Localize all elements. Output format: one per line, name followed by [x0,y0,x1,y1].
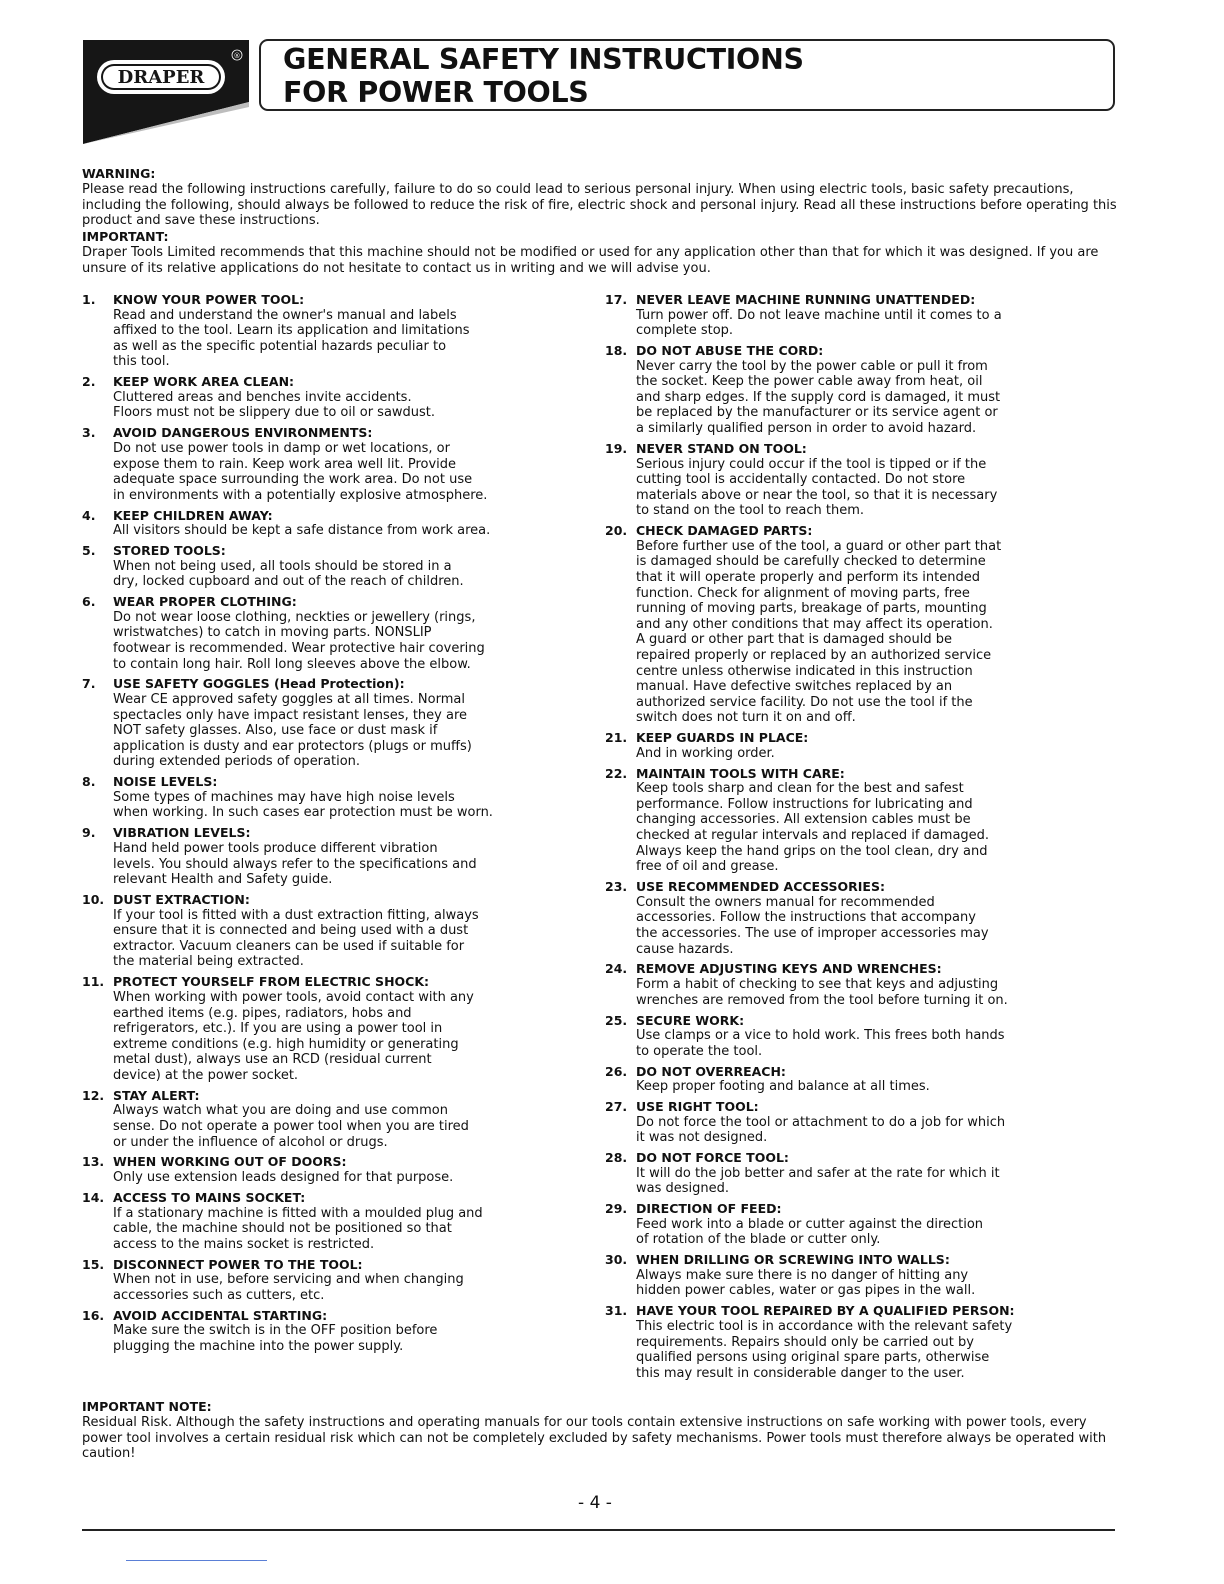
instruction-number: 12. [82,1087,105,1103]
instruction-number: 4. [82,507,96,523]
instruction-item [82,1088,522,1150]
instruction-text: When not being used, all tools should be stored in a dry, locked cupboard and out of the reach of children. [113,558,464,590]
instruction-number: 16. [82,1307,105,1323]
instruction-item [82,374,522,421]
instruction-item [605,766,1055,875]
instruction-text: Keep tools sharp and clean for the best and safest performance. Follow instructions for lubricating and changing accessories. All extension cables must be checked at regular intervals and replaced if damaged. Always keep the hand grips on the tool clean, dry and free of oil and grease. [636,781,990,875]
title-line-2: FOR POWER TOOLS [283,76,589,109]
instruction-number: 21. [605,730,628,746]
instruction-item [605,343,1055,437]
instruction-heading: WEAR PROPER CLOTHING: [113,594,297,610]
instruction-text: If a stationary machine is fitted with a moulded plug and cable, the machine should not be positioned so that access to the mains socket is restricted. [113,1205,483,1252]
instruction-item [605,523,1055,726]
instruction-text: Only use extension leads designed for that purpose. [113,1170,454,1186]
instruction-text: Read and understand the owner's manual and labels affixed to the tool. Learn its application and limitations as well as the specific potential hazards peculiar to this tool. [113,307,470,370]
instruction-heading: SECURE WORK: [636,1012,745,1028]
instruction-text: All visitors should be kept a safe distance from work area. [113,523,491,539]
instruction-item [605,879,1055,957]
warning-text: Please read the following instructions carefully, failure to do so could lead to serious personal injury. When using electric tools, basic safety precautions, including the following, should always be followed to reduce the risk of fire, electric shock and personal injury. Read all these instructions before operating this product and save these instructions. [82,181,1117,229]
instruction-heading: STAY ALERT: [113,1087,200,1103]
instruction-text: Consult the owners manual for recommended accessories. Follow the instructions that accompany the accessories. The use of improper accessories may cause hazards. [636,894,989,957]
instruction-number: 2. [82,374,96,390]
instruction-heading: USE SAFETY GOGGLES (Head Protection): [113,676,405,692]
instruction-text: It will do the job better and safer at the rate for which it was designed. [636,1165,1000,1197]
instruction-number: 15. [82,1256,105,1272]
important-note-text: Residual Risk. Although the safety instructions and operating manuals for our tools contain extensive instructions on safe working with power tools, every power tool involves a certain residual risk which can not be completely excluded by safety mechanisms. Power tools must therefore always be operated with caution! [82,1414,1107,1462]
instruction-text: Form a habit of checking to see that keys and adjusting wrenches are removed from the tool before turning it on. [636,977,1008,1008]
instruction-text: Do not force the tool or attachment to do a job for which it was not designed. [636,1114,1006,1146]
instruction-heading: KEEP WORK AREA CLEAN: [113,374,295,390]
instruction-text: Cluttered areas and benches invite accidents. Floors must not be slippery due to oil or sawdust. [113,389,436,421]
important-note [82,1399,1122,1462]
instruction-heading: NEVER LEAVE MACHINE RUNNING UNATTENDED: [636,292,976,307]
instruction-number: 1. [82,292,96,307]
instruction-item [605,1099,1055,1146]
instruction-heading: REMOVE ADJUSTING KEYS AND WRENCHES: [636,961,942,977]
instruction-item [82,292,522,370]
instruction-item [82,1154,522,1185]
instruction-item [605,1150,1055,1197]
instruction-number: 25. [605,1012,628,1028]
instruction-number: 7. [82,676,96,692]
instruction-item [605,1201,1055,1248]
instruction-heading: DISCONNECT POWER TO THE TOOL: [113,1256,363,1272]
instruction-number: 27. [605,1099,628,1115]
instruction-text: And in working order. [636,745,775,761]
instruction-number: 13. [82,1154,105,1170]
instruction-text: Make sure the switch is in the OFF position before plugging the machine into the power supply. [113,1323,438,1354]
instruction-heading: AVOID DANGEROUS ENVIRONMENTS: [113,425,373,441]
instruction-item [82,1308,522,1355]
instruction-number: 19. [605,440,628,456]
instruction-item [605,1064,1055,1095]
instruction-text: Always watch what you are doing and use common sense. Do not operate a power tool when you are tired or under the influence of alcohol or drugs. [113,1103,469,1150]
instruction-number: 30. [605,1252,628,1268]
instruction-item [605,441,1055,519]
title-line-1: GENERAL SAFETY INSTRUCTIONS [283,43,804,76]
instruction-number: 26. [605,1063,628,1079]
instruction-number: 17. [605,292,628,307]
instruction-heading: DO NOT ABUSE THE CORD: [636,343,824,359]
instruction-item [82,974,522,1083]
instruction-heading: WHEN DRILLING OR SCREWING INTO WALLS: [636,1252,950,1268]
page-title [283,43,804,109]
instruction-text: If your tool is fitted with a dust extraction fitting, always ensure that it is connected and being used with a dust extractor. Vacuum cleaners can be used if suitable for the material being extracted. [113,907,479,970]
footer-rule [82,1529,1115,1531]
instruction-number: 5. [82,543,96,559]
instruction-text: When not in use, before servicing and when changing accessories such as cutters, etc. [113,1272,464,1303]
instruction-heading: CHECK DAMAGED PARTS: [636,523,813,539]
logo-text: DRAPER [117,67,205,88]
instruction-item [605,730,1055,761]
instruction-item [82,825,522,887]
page-number: - 4 - [578,1493,612,1513]
instruction-text: Never carry the tool by the power cable or pull it from the socket. Keep the power cable away from heat, oil and sharp edges. If the supply cord is damaged, it must be replaced by the manufacturer or its service agent or a similarly qualified person in order to avoid hazard. [636,358,1001,437]
instruction-text: Serious injury could occur if the tool is tipped or if the cutting tool is accidentally contacted. Do not store materials above or near the tool, so that it is necessary to stand on the tool to reach them. [636,456,998,519]
instruction-text: Before further use of the tool, a guard or other part that is damaged should be carefully checked to determine that it will operate properly and perform its intended function. Check for alignment of moving parts, free running of moving parts, breakage of parts, mounting and any other conditions that may affect its operation. A guard or other part that is damaged should be repaired properly or replaced by an authorized service centre unless otherwise indicated in this instruction manual. Have defective switches replaced by an authorized service facility. Do not use the tool if the switch does not turn it on and off. [636,538,1002,726]
instruction-item [605,1252,1055,1299]
instruction-heading: HAVE YOUR TOOL REPAIRED BY A QUALIFIED PERSON: [636,1303,1015,1319]
instruction-heading: VIBRATION LEVELS: [113,825,251,841]
instruction-number: 9. [82,825,96,841]
instruction-heading: ACCESS TO MAINS SOCKET: [113,1189,306,1205]
draper-logo [83,40,251,144]
instruction-item [605,1013,1055,1060]
instruction-heading: AVOID ACCIDENTAL STARTING: [113,1307,328,1323]
instruction-number: 23. [605,879,628,895]
instruction-heading: DO NOT OVERREACH: [636,1063,786,1079]
instruction-item [605,961,1055,1008]
instruction-heading: PROTECT YOURSELF FROM ELECTRIC SHOCK: [113,974,430,990]
instruction-text: Wear CE approved safety goggles at all times. Normal spectacles only have impact resistant lenses, they are NOT safety glasses. Also, use face or dust mask if application is dusty and ear protectors (plugs or muffs) during extended periods of operation. [113,692,472,770]
instruction-text: Do not wear loose clothing, neckties or jewellery (rings, wristwatches) to catch in moving parts. NONSLIP footwear is recommended. Wear protective hair covering to contain long hair. Roll long sleeves above the elbow. [113,609,485,672]
instruction-heading: USE RIGHT TOOL: [636,1099,759,1115]
instruction-number: 6. [82,594,96,610]
instruction-item [82,1190,522,1252]
instruction-heading: DO NOT FORCE TOOL: [636,1150,789,1166]
instruction-item [605,292,1055,339]
instruction-item [82,774,522,821]
instruction-heading: DUST EXTRACTION: [113,892,250,908]
instruction-heading: KEEP CHILDREN AWAY: [113,507,273,523]
instruction-text: Keep proper footing and balance at all times. [636,1079,930,1095]
warning-label: WARNING: [82,166,156,181]
instruction-number: 22. [605,765,628,781]
instruction-heading: NOISE LEVELS: [113,774,218,790]
instruction-number: 31. [605,1303,628,1319]
important-text: Draper Tools Limited recommends that this machine should not be modified or used for any application other than that for which it was designed. If you are unsure of its relative applications do not hesitate to contact us in writing and we will advise you. [82,244,1099,276]
instruction-number: 24. [605,961,628,977]
instruction-text: When working with power tools, avoid contact with any earthed items (e.g. pipes, radiators, hobs and refrigerators, etc.). If you are using a power tool in extreme conditions (e.g. high humidity or generating metal dust), always use an RCD (residual current device) at the power socket. [113,989,474,1083]
instruction-text: Turn power off. Do not leave machine until it comes to a complete stop. [636,307,1002,339]
title-box [259,39,1115,111]
instruction-heading: USE RECOMMENDED ACCESSORIES: [636,879,885,895]
instruction-number: 14. [82,1189,105,1205]
instruction-text: Use clamps or a vice to hold work. This frees both hands to operate the tool. [636,1028,1005,1059]
important-label: IMPORTANT: [82,229,169,245]
instruction-text: This electric tool is in accordance with the relevant safety requirements. Repairs should only be carried out by qualified persons using original spare parts, otherwise this may result in considerable danger to the user. [636,1318,1013,1381]
instruction-text: Hand held power tools produce different vibration levels. You should always refer to the specifications and relevant Health and Safety guide. [113,840,477,888]
instructions-left-column [82,292,522,1359]
instruction-item [82,425,522,503]
instruction-heading: KNOW YOUR POWER TOOL: [113,292,305,307]
instruction-heading: KEEP GUARDS IN PLACE: [636,730,809,746]
instruction-number: 10. [82,892,105,908]
instruction-item [82,892,522,970]
instruction-heading: NEVER STAND ON TOOL: [636,440,807,456]
instruction-heading: MAINTAIN TOOLS WITH CARE: [636,765,845,781]
instruction-number: 18. [605,343,628,359]
instruction-item [82,508,522,539]
instruction-number: 3. [82,425,96,441]
instruction-item [82,543,522,590]
instruction-number: 20. [605,523,628,539]
intro-section [82,166,1122,277]
instruction-heading: STORED TOOLS: [113,543,226,559]
footer-link-underline [126,1560,267,1561]
instruction-number: 29. [605,1201,628,1217]
instruction-text: Some types of machines may have high noise levels when working. In such cases ear protection must be worn. [113,789,493,821]
instructions-right-column [605,292,1055,1386]
instruction-item [82,676,522,770]
instruction-number: 8. [82,774,96,790]
important-note-label: IMPORTANT NOTE: [82,1399,212,1414]
instruction-text: Always make sure there is no danger of hitting any hidden power cables, water or gas pipes in the wall. [636,1267,976,1299]
instruction-text: Do not use power tools in damp or wet locations, or expose them to rain. Keep work area well lit. Provide adequate space surrounding the work area. Do not use in environments with a potentially explosive atmosphere. [113,440,488,503]
instruction-item [82,1257,522,1304]
instruction-number: 28. [605,1150,628,1166]
instruction-item [82,594,522,672]
instruction-heading: WHEN WORKING OUT OF DOORS: [113,1154,347,1170]
instruction-heading: DIRECTION OF FEED: [636,1201,782,1217]
instruction-item [605,1303,1055,1381]
instruction-text: Feed work into a blade or cutter against the direction of rotation of the blade or cutter only. [636,1216,984,1248]
registered-mark: ® [233,52,241,60]
instruction-number: 11. [82,974,105,990]
